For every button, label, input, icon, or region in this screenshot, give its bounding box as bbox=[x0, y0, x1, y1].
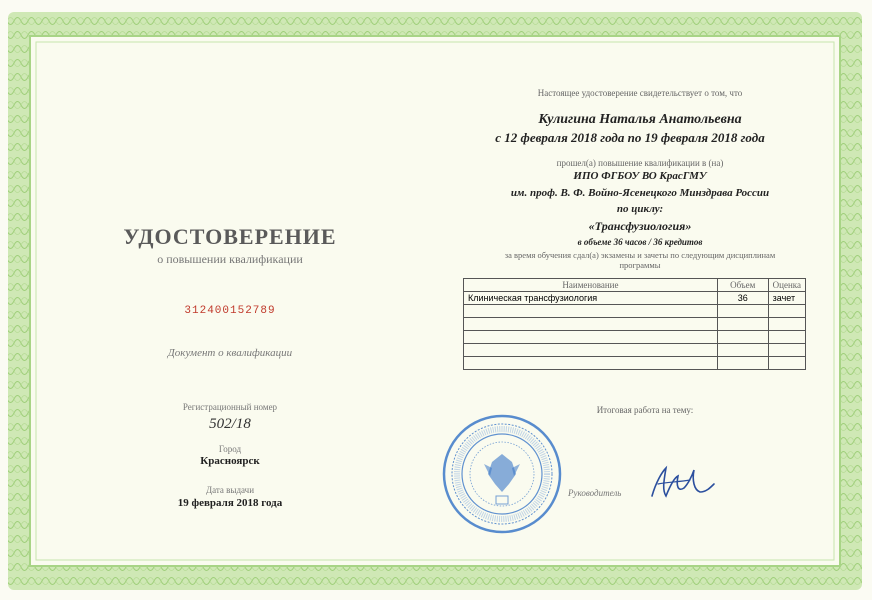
subject-volume: 36 bbox=[717, 292, 768, 305]
subject-grade: зачет bbox=[768, 292, 805, 305]
subject-name bbox=[464, 331, 718, 344]
table-row bbox=[464, 344, 806, 357]
table-row bbox=[464, 305, 806, 318]
subject-volume bbox=[717, 318, 768, 331]
table-header-row bbox=[464, 279, 806, 292]
head-label: Руководитель bbox=[568, 488, 622, 498]
subject-volume bbox=[717, 357, 768, 370]
exams-text-line2: программы bbox=[619, 260, 661, 270]
table-row bbox=[464, 292, 806, 305]
passed-text: прошел(а) повышение квалификации в (на) bbox=[556, 158, 724, 168]
cycle-label: по циклу: bbox=[616, 203, 664, 215]
subject-grade bbox=[768, 318, 805, 331]
subject-grade bbox=[768, 305, 805, 318]
official-stamp bbox=[440, 412, 564, 536]
subject-name bbox=[464, 344, 718, 357]
subject-name: Клиническая трансфузиология bbox=[464, 292, 718, 305]
column-header-name: Наименование bbox=[464, 279, 718, 292]
exams-text-line1: за время обучения сдал(а) экзамены и зачеты по следующим дисциплинам bbox=[504, 250, 776, 260]
subject-grade bbox=[768, 344, 805, 357]
subject-name bbox=[464, 318, 718, 331]
subject-grade bbox=[768, 357, 805, 370]
registration-number: 502/18 bbox=[209, 416, 251, 432]
subject-name bbox=[464, 305, 718, 318]
signature bbox=[648, 462, 718, 502]
column-header-volume: Объем bbox=[717, 279, 768, 292]
subject-grade bbox=[768, 331, 805, 344]
subject-volume bbox=[717, 344, 768, 357]
certificate-subtitle: о повышении квалификации bbox=[157, 252, 303, 266]
table-row bbox=[464, 318, 806, 331]
registration-label: Регистрационный номер bbox=[182, 402, 278, 412]
final-work-label: Итоговая работа на тему: bbox=[596, 405, 694, 415]
intro-text: Настоящее удостоверение свидетельствует о том, что bbox=[537, 88, 743, 98]
certificate-title: УДОСТОВЕРЕНИЕ bbox=[123, 224, 337, 249]
issue-date-label: Дата выдачи bbox=[205, 485, 255, 495]
document-type: Документ о квалификации bbox=[167, 347, 293, 359]
table-row bbox=[464, 357, 806, 370]
subject-volume bbox=[717, 305, 768, 318]
city-value: Красноярск bbox=[200, 455, 260, 467]
volume-text: в объеме 36 часов / 36 кредитов bbox=[577, 237, 703, 247]
study-period: с 12 февраля 2018 года по 19 февраля 2018 года bbox=[495, 130, 765, 145]
subject-volume bbox=[717, 331, 768, 344]
table-row bbox=[464, 331, 806, 344]
cycle-name: «Трансфузиология» bbox=[588, 219, 692, 233]
column-header-grade: Оценка bbox=[768, 279, 805, 292]
subject-name bbox=[464, 357, 718, 370]
organization-line2: им. проф. В. Ф. Войно-Ясенецкого Минздрава России bbox=[510, 187, 770, 199]
organization-line1: ИПО ФГБОУ ВО КрасГМУ bbox=[573, 170, 707, 182]
certificate-number: 312400152789 bbox=[184, 305, 276, 317]
city-label: Город bbox=[218, 444, 242, 454]
holder-name: Кулигина Наталья Анатольевна bbox=[538, 112, 742, 127]
issue-date-value: 19 февраля 2018 года bbox=[177, 497, 283, 509]
subjects-table bbox=[463, 278, 806, 370]
